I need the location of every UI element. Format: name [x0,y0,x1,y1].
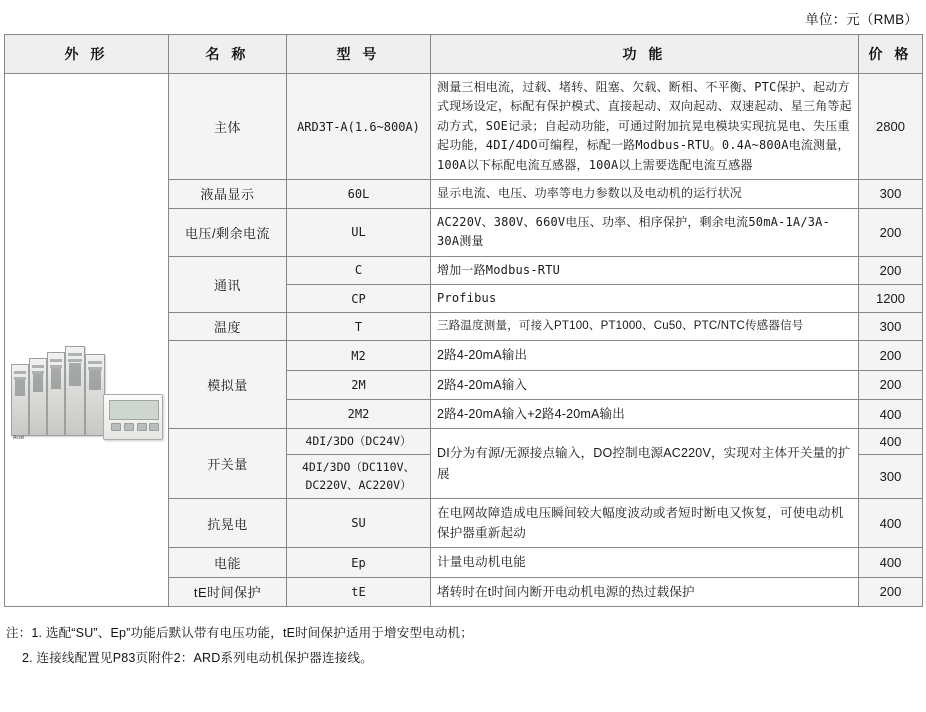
product-price: 200 [859,256,923,284]
product-name: 电能 [169,548,287,577]
product-function: 显示电流、电压、功率等电力参数以及电动机的运行状况 [431,180,859,208]
product-model: ARD3T-A(1.6~800A) [287,74,431,180]
product-photo-cell [5,74,169,607]
product-function: 2路4-20mA输入 [431,370,859,399]
column-header-price: 价 格 [859,35,923,74]
product-function: 增加一路Modbus-RTU [431,256,859,284]
product-name: 通讯 [169,256,287,313]
lcd-screen [109,400,159,420]
product-function: 在电网故障造成电压瞬间较大幅度波动或者短时断电又恢复，可使电动机保护器重新起动 [431,498,859,548]
table-body [5,74,923,607]
column-header-shape: 外 形 [5,35,169,74]
product-model: 2M [287,370,431,399]
column-header-function: 功 能 [431,35,859,74]
product-model: Ep [287,548,431,577]
product-name: tE时间保护 [169,577,287,606]
product-model: 4DI/3DO（DC24V） [287,429,431,455]
product-price: 200 [859,370,923,399]
product-function: AC220V、380V、660V电压、功率、相序保护，剩余电流50mA-1A/3A-30A测量 [431,208,859,256]
product-name: 开关量 [169,429,287,499]
product-price: 300 [859,455,923,499]
product-name: 温度 [169,313,287,341]
footnotes [6,621,926,671]
product-name: 抗晃电 [169,498,287,548]
product-name: 模拟量 [169,341,287,429]
product-price: 400 [859,429,923,455]
product-model: M2 [287,341,431,370]
product-price: 300 [859,313,923,341]
footnote-1: 注：1. 选配“SU”、Ep”功能后默认带有电压功能，tE时间保护适用于增安型电动机； [6,625,473,640]
table-header-row [5,35,923,74]
product-price: 200 [859,208,923,256]
table-header [5,35,923,74]
product-function: 三路温度测量，可接入PT100、PT1000、Cu50、PTC/NTC传感器信号 [431,313,859,341]
product-photo [11,332,163,442]
unit-note: 单位：元（RMB） [805,12,918,27]
product-name: 电压/剩余电流 [169,208,287,256]
product-function: 2路4-20mA输入+2路4-20mA输出 [431,399,859,428]
product-function: 测量三相电流，过载、堵转、阻塞、欠载、断相、不平衡、PTC保护、起动方式现场设定，标配有保护模式、直接起动、双向起动、双速起动、星三角等起动方式，SOE记录；自起动功能，可通过附加抗晃电模块实现抗晃电、失压重起功能，4DI/4DO可编程，标配一路Modbus-RTU。0.4A~800A电流测量，100A以下标配电流互感器，100A以上需要选配电流互感器 [431,74,859,180]
product-function: 堵转时在t时间内断开电动机电源的热过载保护 [431,577,859,606]
product-function: Profibus [431,284,859,312]
product-model: CP [287,284,431,312]
product-model: T [287,313,431,341]
product-model: C [287,256,431,284]
table-row [5,74,923,180]
product-model: tE [287,577,431,606]
product-price: 400 [859,548,923,577]
display-panel [103,394,163,440]
product-price: 200 [859,341,923,370]
product-price: 1200 [859,284,923,312]
product-price: 400 [859,498,923,548]
product-function: 计量电动机电能 [431,548,859,577]
product-price: 2800 [859,74,923,180]
product-model: UL [287,208,431,256]
product-price: 300 [859,180,923,208]
product-price: 200 [859,577,923,606]
column-header-name: 名 称 [169,35,287,74]
footnote-2: 2. 连接线配置见P83页附件2：ARD系列电动机保护器连接线。 [22,650,373,665]
product-function: 2路4-20mA输出 [431,341,859,370]
product-name: 液晶显示 [169,180,287,208]
product-model: 2M2 [287,399,431,428]
brand-label: Acrel [13,435,25,441]
product-function: DI分为有源/无源接点输入，DO控制电源AC220V，实现对主体开关量的扩展 [431,429,859,499]
product-name: 主体 [169,74,287,180]
product-price-table [4,34,923,607]
product-model: 4DI/3DO（DC110V、DC220V、AC220V） [287,455,431,499]
product-model: 60L [287,180,431,208]
product-price: 400 [859,399,923,428]
column-header-model: 型 号 [287,35,431,74]
product-model: SU [287,498,431,548]
